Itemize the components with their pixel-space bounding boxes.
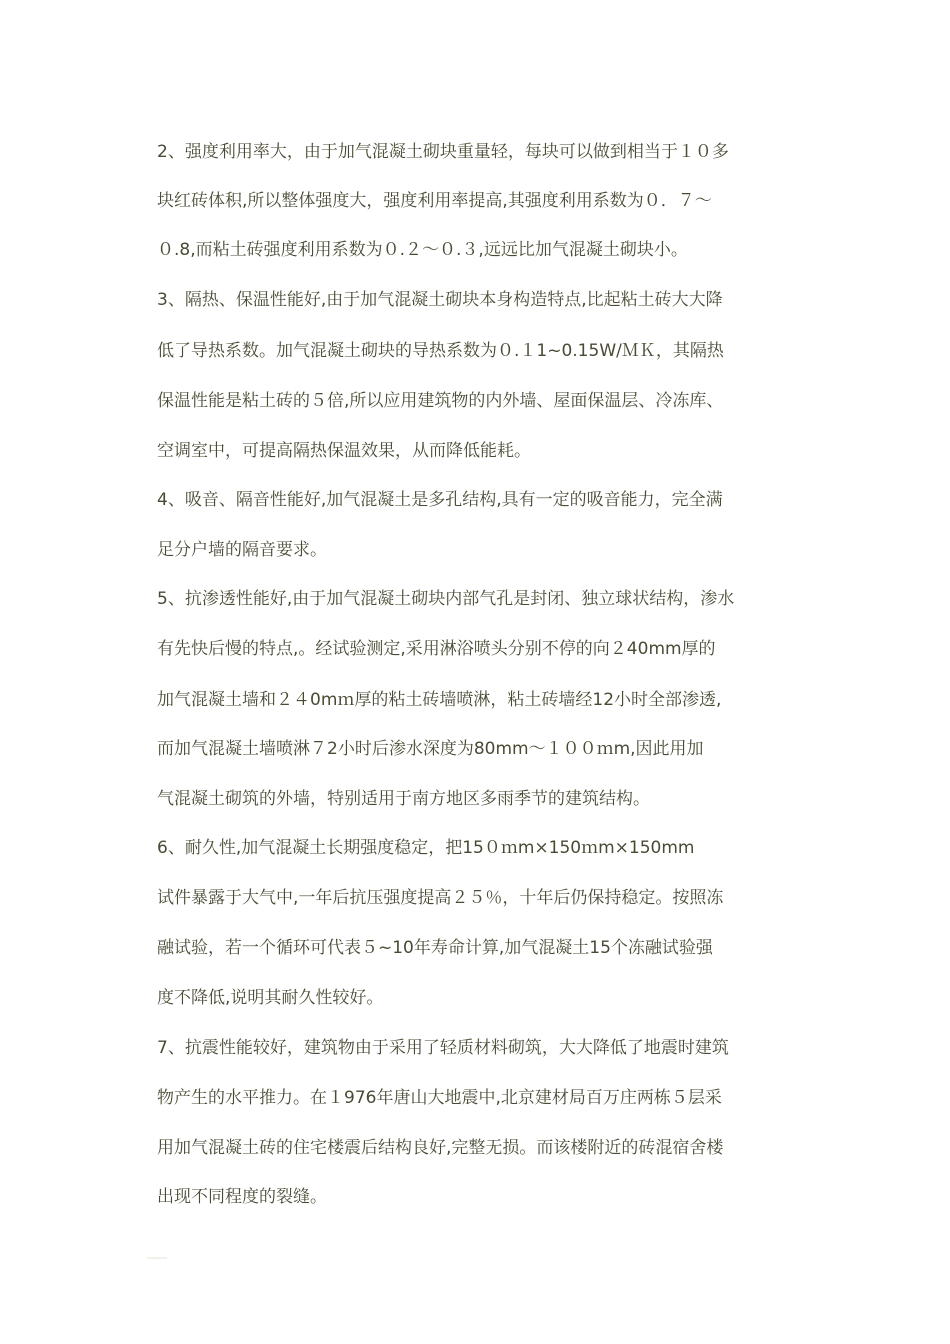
text-line: 融试验，若一个循环可代表５~10年寿命计算,加气混凝土15个冻融试验强 [157, 938, 713, 958]
text-line: 有先快后慢的特点,。经试验测定,采用淋浴喷头分别不停的向２40mm厚的 [157, 639, 716, 659]
text-line: 5、抗渗透性能好,由于加气混凝土砌块内部气孔是封闭、独立球状结构，渗水 [157, 589, 735, 609]
text-line: 足分户墙的隔音要求。 [157, 540, 327, 560]
text-line: 加气混凝土墙和２４0mｍ厚的粘土砖墙喷淋，粘土砖墙经12小时全部渗透, [157, 690, 722, 710]
text-line: ０.8,而粘土砖强度利用系数为０.２～０.３,远远比加气混凝土砌块小。 [157, 240, 688, 260]
text-line: 用加气混凝土砖的住宅楼震后结构良好,完整无损。而该楼附近的砖混宿舍楼 [157, 1138, 724, 1158]
text-line: 出现不同程度的裂缝。 [157, 1187, 327, 1207]
text-line: 低了导热系数。加气混凝土砌块的导热系数为０.１1~0.15W/ＭＫ，其隔热 [157, 341, 724, 361]
faint-footer-mark [147, 1257, 167, 1259]
text-line: 保温性能是粘土砖的５倍,所以应用建筑物的内外墙、屋面保温层、冷冻库、 [157, 391, 724, 411]
text-line: 物产生的水平推力。在１976年唐山大地震中,北京建材局百万庄两栋５层采 [157, 1088, 722, 1108]
text-line: 而加气混凝土墙喷淋７2小时后渗水深度为80mm～１００ｍm,因此用加 [157, 739, 704, 759]
text-line: 块红砖体积,所以整体强度大，强度利用率提高,其强度利用系数为０．７～ [157, 191, 712, 211]
text-line: 2、强度利用率大，由于加气混凝土砌块重量轻，每块可以做到相当于１０多 [157, 142, 729, 162]
text-line: 度不降低,说明其耐久性较好。 [157, 988, 384, 1008]
text-line: 3、隔热、保温性能好,由于加气混凝土砌块本身构造特点,比起粘土砖大大降 [157, 290, 723, 310]
text-line: 7、抗震性能较好，建筑物由于采用了轻质材料砌筑，大大降低了地震时建筑 [157, 1038, 729, 1058]
text-line: 6、耐久性,加气混凝土长期强度稳定，把15０ｍm×150ｍm×150mm [157, 838, 695, 858]
text-line: 空调室中，可提高隔热保温效果，从而降低能耗。 [157, 441, 531, 461]
text-line: 气混凝土砌筑的外墙，特别适用于南方地区多雨季节的建筑结构。 [157, 789, 650, 809]
text-line: 试件暴露于大气中,一年后抗压强度提高２５％，十年后仍保持稳定。按照冻 [157, 888, 724, 908]
text-line: 4、吸音、隔音性能好,加气混凝土是多孔结构,具有一定的吸音能力，完全满 [157, 490, 723, 510]
